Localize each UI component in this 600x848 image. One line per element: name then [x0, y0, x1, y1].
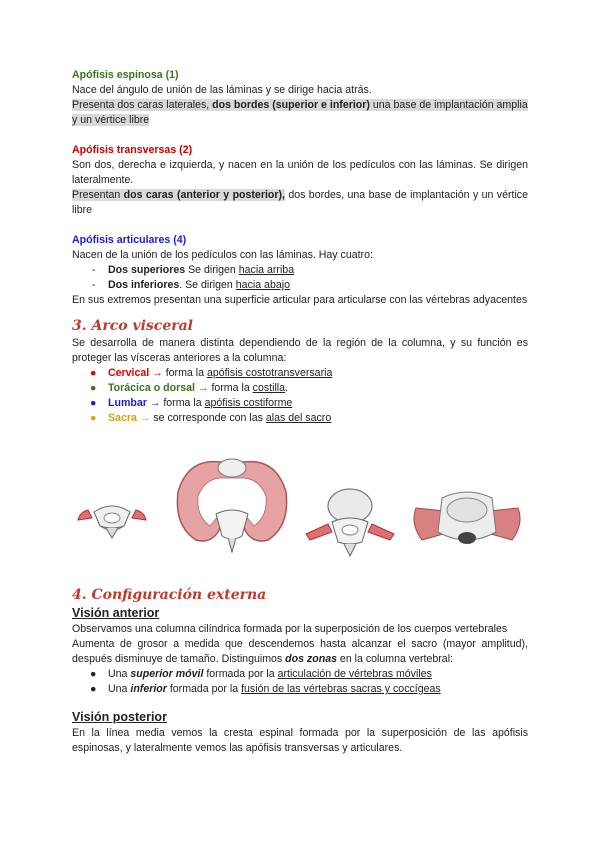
thoracic-vertebra-figure: [177, 459, 286, 552]
anterior-p1: Observamos una columna cilíndrica formada por la superposición de los cuerpos vertebrales: [72, 623, 508, 635]
config-heading: 4. Configuración externa: [72, 587, 267, 603]
arco-heading: 3. Arco visceral: [72, 318, 193, 334]
cervical-vertebra-figure: [78, 506, 146, 538]
espinosa-line1: Nace del ángulo de unión de las láminas y se dirige hacia atrás.: [72, 84, 372, 96]
espinosa-line2: Presenta dos caras laterales, dos bordes (superior e inferior) una base de implantación amplia y un vértice libre: [72, 99, 528, 126]
list-item: ● Una superior móvil formada por la articulación de vértebras móviles: [90, 668, 432, 680]
posterior-title: Visión posterior: [72, 710, 167, 724]
posterior-p: En la línea media vemos la cresta espinal formada por la superposición de las apófisis espinosas, y lateralmente vemos las apófisis transversas y articulares.: [72, 727, 528, 754]
articulares-title: Apófisis articulares (4): [72, 234, 187, 246]
list-item: - Dos inferiores. Se dirigen hacia abajo: [72, 278, 528, 293]
list-item: - Dos superiores Se dirigen hacia arriba: [72, 263, 528, 278]
document-page: [72, 68, 528, 426]
config-section: [72, 585, 528, 756]
list-item: ● Sacra → se corresponde con las alas del sacro: [90, 412, 332, 424]
articulares-outro: En sus extremos presentan una superficie articular para articularse con las vértebras adyacentes: [72, 294, 528, 306]
espinosa-title: Apófisis espinosa (1): [72, 69, 179, 81]
zonas-list: [72, 667, 528, 697]
vertebrae-figures: [70, 452, 530, 562]
list-item: ● Lumbar → forma la apófisis costiforme: [90, 397, 293, 409]
articulares-list: [72, 263, 528, 293]
transversas-title: Apófisis transversas (2): [72, 144, 193, 156]
anterior-title: Visión anterior: [72, 606, 160, 620]
lumbar-vertebra-figure: [306, 489, 394, 556]
list-item: ● Torácica o dorsal → forma la costilla.: [90, 382, 288, 394]
articulares-intro: Nacen de la unión de los pedículos con las láminas. Hay cuatro:: [72, 249, 373, 261]
transversas-line1: Son dos, derecha e izquierda, y nacen en la unión de los pedículos con las láminas. Se dirigen lateralmente.: [72, 159, 528, 186]
transversas-line2: Presentan dos caras (anterior y posterior), dos bordes, una base de implantación y un vértice libre: [72, 189, 528, 216]
list-item: ● Una inferior formada por la fusión de las vértebras sacras y coccígeas: [90, 683, 441, 695]
list-item: ● Cervical → forma la apófisis costotransversaria: [90, 367, 333, 379]
arco-list: [72, 366, 528, 426]
sacrum-figure: [414, 492, 520, 544]
anterior-p2: Aumenta de grosor a medida que descendemos hasta alcanzar el sacro (mayor amplitud), después disminuye de tamaño. Distinguimos dos zonas en la columna vertebral:: [72, 638, 528, 665]
arco-intro: Se desarrolla de manera distinta dependiendo de la región de la columna, y su función es proteger las vísceras anteriores a la columna:: [72, 337, 528, 364]
